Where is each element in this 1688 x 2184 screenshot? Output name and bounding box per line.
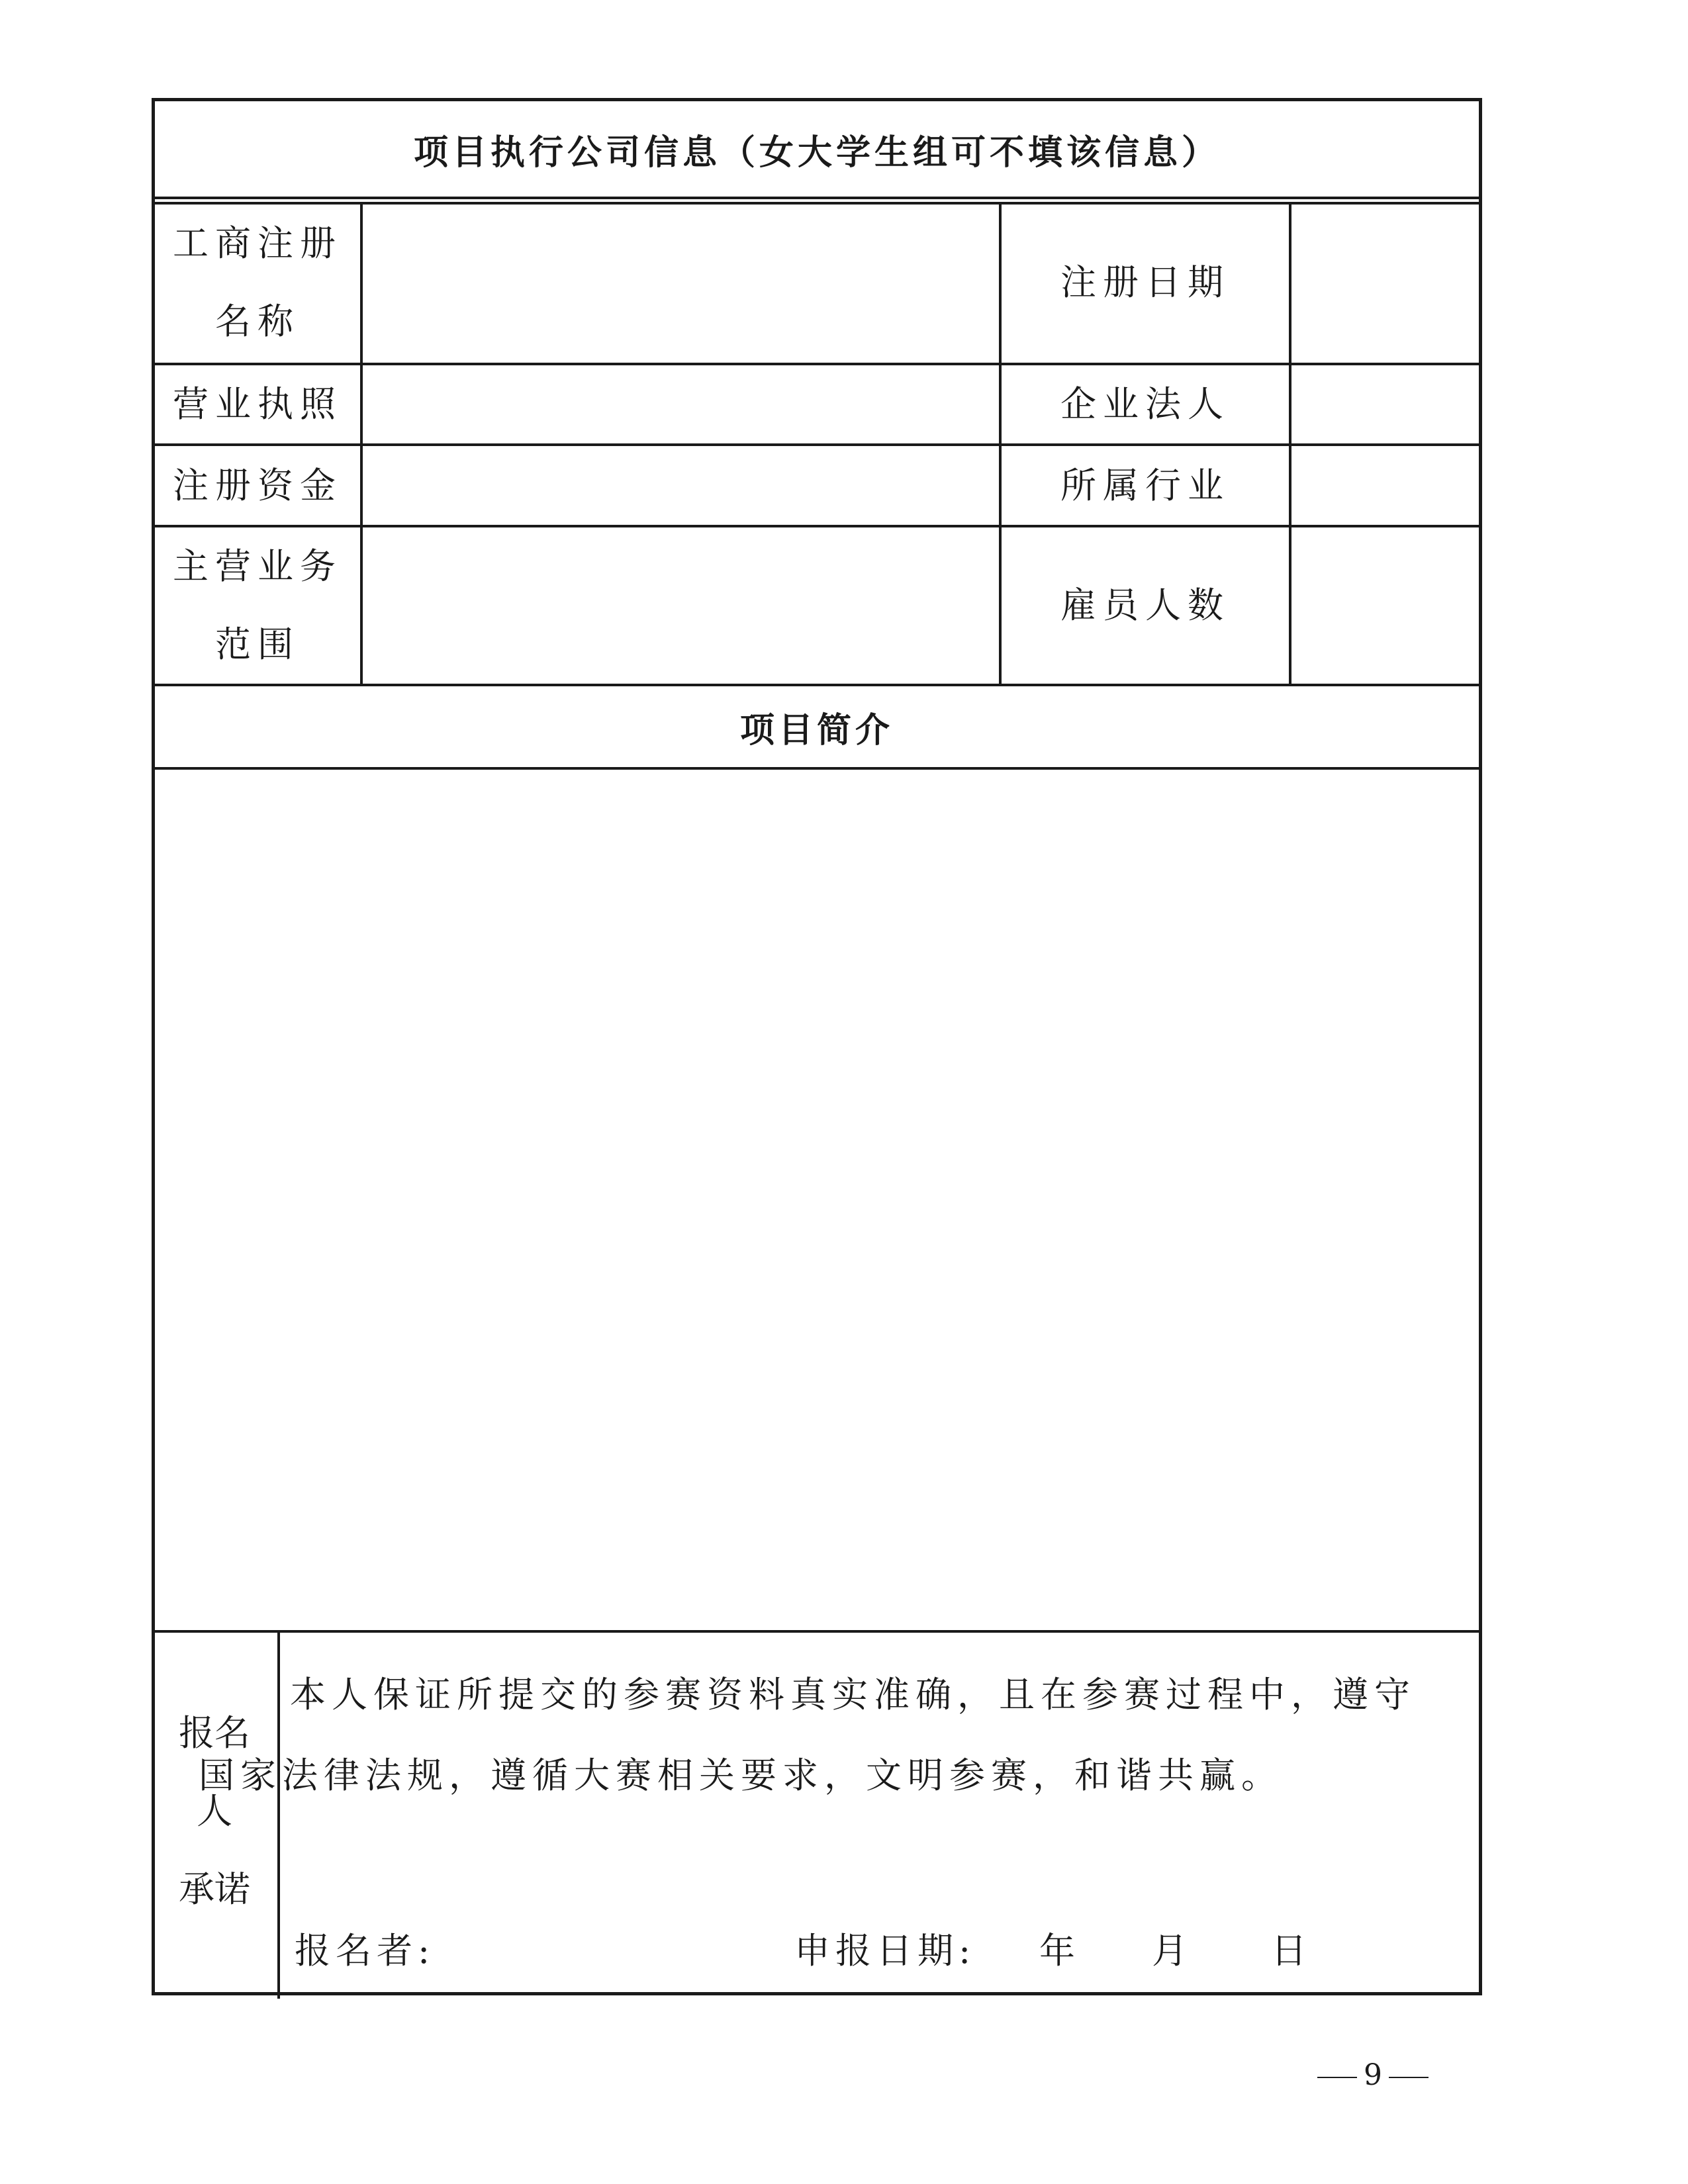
field-industry[interactable]	[1291, 446, 1479, 525]
table-divider	[155, 197, 1479, 199]
label-industry: 所属行业	[1060, 464, 1230, 506]
table-divider	[155, 1630, 1479, 1633]
month-label: 月	[1152, 1930, 1193, 1972]
field-registered-capital[interactable]	[363, 446, 999, 525]
field-business-license[interactable]	[363, 365, 999, 443]
label-business-license: 营业执照	[173, 383, 342, 425]
page-number-dash	[1389, 2077, 1429, 2078]
label-registered-capital: 注册资金	[173, 464, 342, 506]
pledge-line-1: 本人保证所提交的参赛资料真实准确，且在参赛过程中，遵守	[290, 1674, 1416, 1715]
label-employee-count: 雇员人数	[1060, 584, 1230, 626]
page-number	[1311, 2058, 1435, 2092]
registrant-label: 报名者:	[295, 1930, 436, 1972]
label-business-scope: 主营业务 范围	[173, 545, 342, 665]
pledge-line-2: 国家法律法规，遵循大赛相关要求，文明参赛，和谐共赢。	[199, 1754, 1283, 1796]
field-business-scope[interactable]	[363, 527, 999, 684]
page-number-dash	[1317, 2077, 1357, 2078]
label-legal-representative: 企业法人	[1060, 383, 1230, 425]
section-title: 项目执行公司信息（女大学生组可不填该信息）	[413, 132, 1220, 173]
label-registration-date: 注册日期	[1060, 261, 1230, 303]
field-legal-representative[interactable]	[1291, 365, 1479, 443]
intro-title: 项目简介	[739, 710, 894, 751]
field-business-name[interactable]	[363, 202, 999, 363]
pledge-side-label: 报名 人 承诺	[179, 1712, 250, 1910]
day-label: 日	[1271, 1930, 1312, 1972]
pledge-text	[199, 1655, 1476, 1816]
page-number-value: 9	[1364, 2058, 1382, 2092]
date-label: 申报日期:	[794, 1930, 976, 1972]
field-employee-count[interactable]	[1291, 527, 1479, 684]
label-business-name: 工商注册 名称	[173, 222, 342, 342]
intro-body-field[interactable]	[155, 770, 1479, 1630]
field-registration-date[interactable]	[1291, 202, 1479, 363]
year-label: 年	[1039, 1930, 1080, 1972]
